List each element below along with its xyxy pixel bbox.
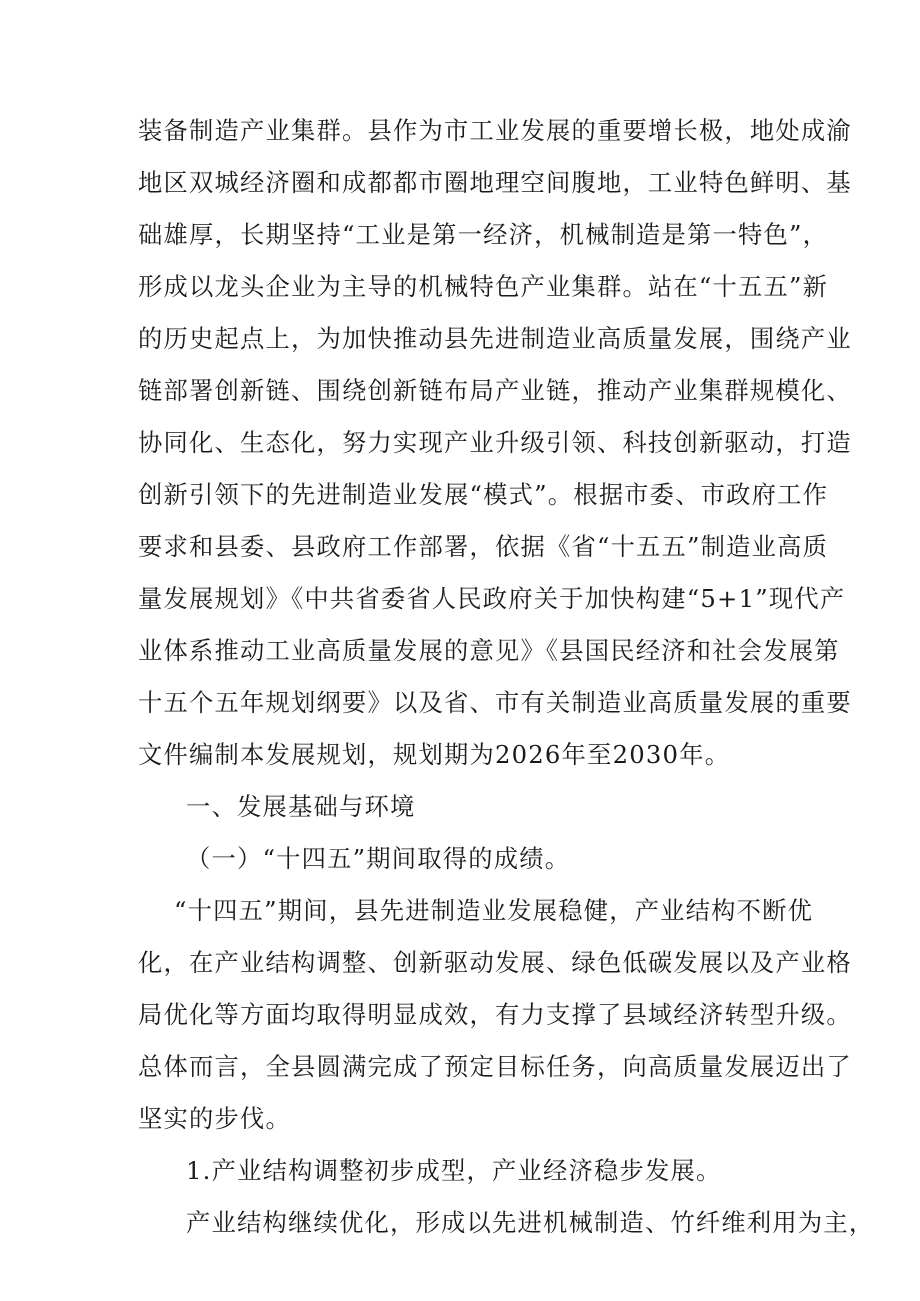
body-text-line: 装备制造产业集群。县作为市工业发展的重要增长极，地处成渝 (138, 116, 852, 145)
body-text-line: 产业结构继续优化，形成以先进机械制造、竹纤维利用为主， (186, 1208, 875, 1237)
section-heading: 一、发展基础与环境 (186, 792, 416, 821)
body-text-line: 局优化等方面均取得明显成效，有力支撑了县域经济转型升级。 (138, 1000, 852, 1029)
body-text-line: 要求和县委、县政府工作部署，依据《省“十五五”制造业高质 (138, 532, 829, 561)
body-text-line: 十五个五年规划纲要》以及省、市有关制造业高质量发展的重要 (138, 688, 852, 717)
body-text-line: 化，在产业结构调整、创新驱动发展、绿色低碳发展以及产业格 (138, 948, 852, 977)
body-text-line: 业体系推动工业高质量发展的意见》《县国民经济和社会发展第 (138, 636, 840, 665)
body-text-line: 的历史起点上，为加快推动县先进制造业高质量发展，围绕产业 (138, 324, 852, 353)
body-text-line: 坚实的步伐。 (138, 1104, 291, 1133)
body-text-line: 总体而言，全县圆满完成了预定目标任务，向高质量发展迈出了 (138, 1052, 852, 1081)
body-text-line: “十四五”期间，县先进制造业发展稳健，产业结构不断优 (174, 896, 814, 925)
body-text-line: 量发展规划》《中共省委省人民政府关于加快构建“5+1”现代产 (138, 584, 846, 613)
body-text-line: 链部署创新链、围绕创新链布局产业链，推动产业集群规模化、 (138, 376, 852, 405)
item-heading: 1.产业结构调整初步成型，产业经济稳步发展。 (186, 1156, 722, 1185)
body-text-line: 创新引领下的先进制造业发展“模式”。根据市委、市政府工作 (138, 480, 829, 509)
body-text-line: 地区双城经济圈和成都都市圈地理空间腹地，工业特色鲜明、基 (138, 168, 852, 197)
body-text-line: 协同化、生态化，努力实现产业升级引领、科技创新驱动，打造 (138, 428, 852, 457)
body-text-line: 形成以龙头企业为主导的机械特色产业集群。站在“十五五”新 (138, 272, 829, 301)
body-text-line: 文件编制本发展规划，规划期为2026年至2030年。 (138, 740, 731, 769)
body-text-line: 础雄厚，长期坚持“工业是第一经济，机械制造是第一特色”， (138, 220, 829, 249)
subsection-heading: （一）“十四五”期间取得的成绩。 (186, 844, 571, 873)
